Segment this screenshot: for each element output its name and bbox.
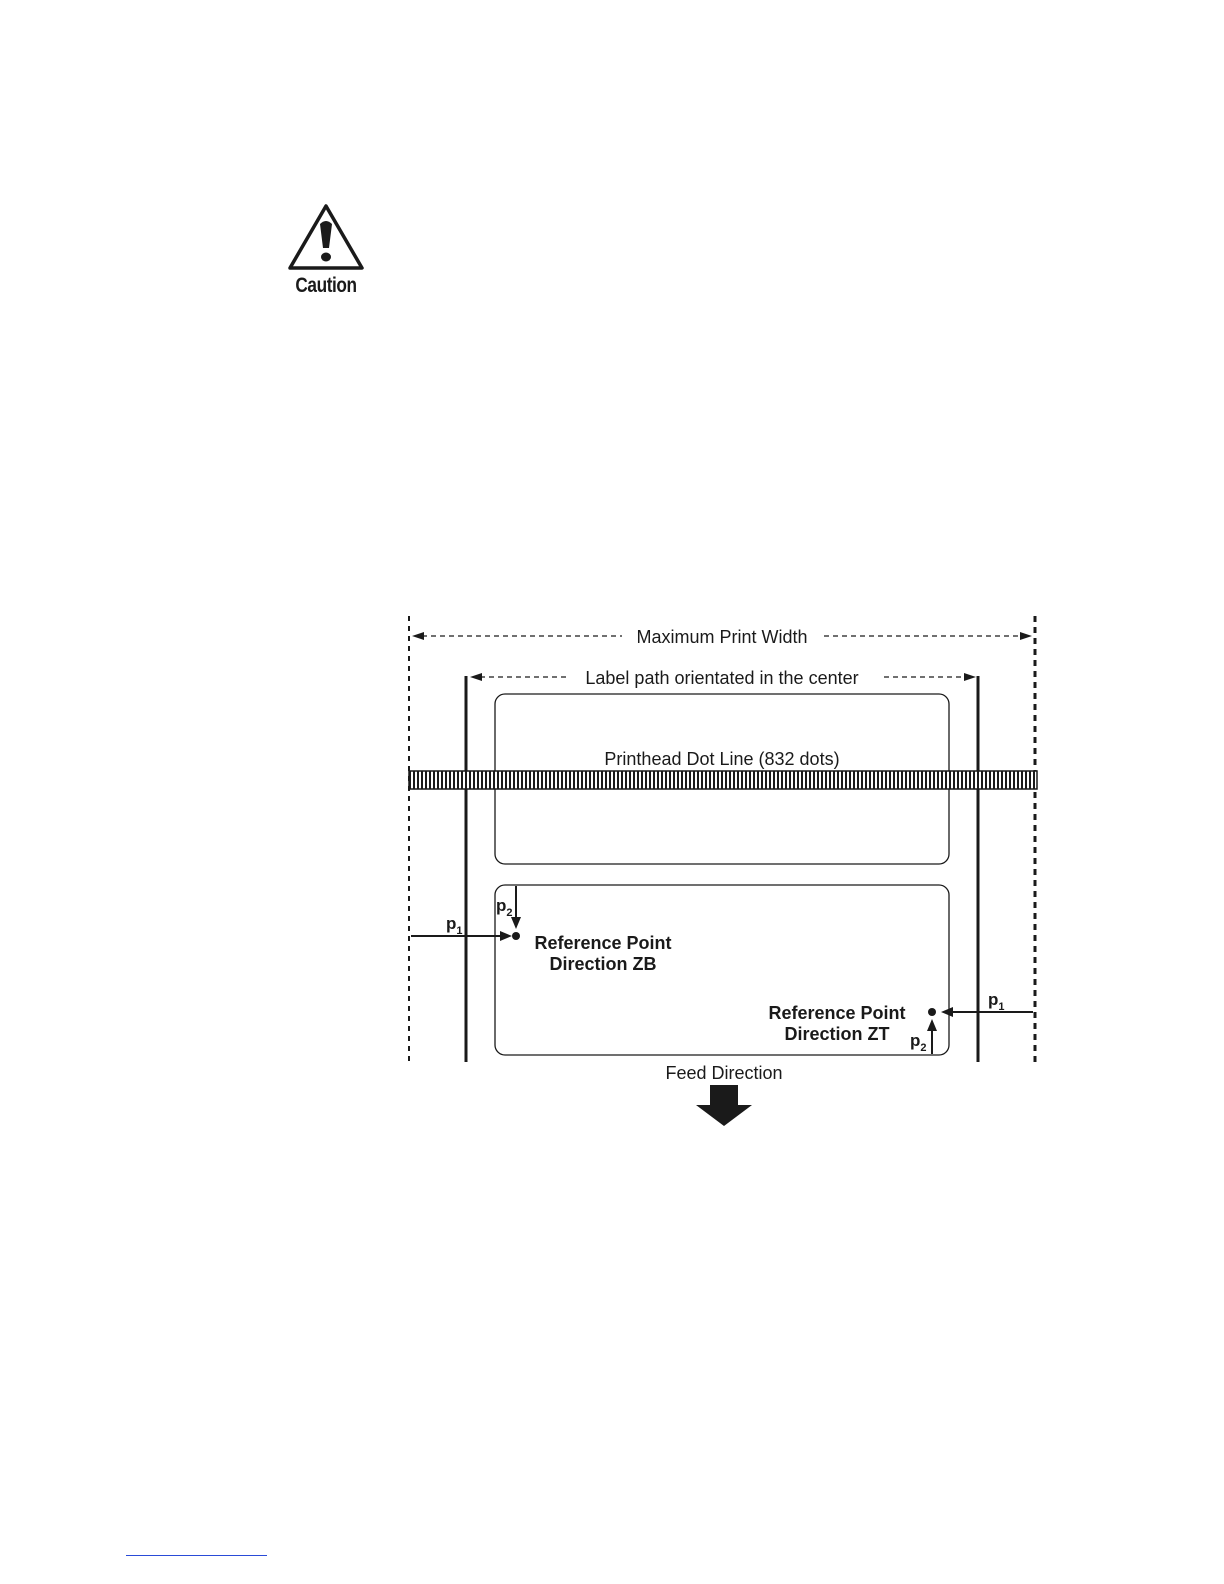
p1-left-label: $p_1$	[446, 914, 463, 937]
caution-label: Caution	[295, 274, 357, 297]
p1-right-label: $p_1$	[988, 990, 1005, 1013]
reference-point-zb-dot	[512, 932, 520, 940]
reference-point-zt-dot	[928, 1008, 936, 1016]
feed-direction-arrow-icon	[696, 1085, 752, 1126]
p1-right-arrow	[941, 1007, 1033, 1017]
max-print-width-label: Maximum Print Width	[636, 627, 808, 647]
p2-right-label: $p_2$	[910, 1031, 927, 1054]
reference-point-zt-line2: Direction ZT	[784, 1024, 890, 1044]
reference-point-zb-line1: Reference Point	[534, 933, 672, 953]
printhead-dot-line	[409, 771, 1037, 789]
p2-right-arrow	[927, 1019, 937, 1054]
footer-rule	[126, 1555, 267, 1556]
feed-direction-label: Feed Direction	[665, 1063, 783, 1083]
p2-left-label: $p_2$	[496, 896, 513, 919]
printhead-label: Printhead Dot Line (832 dots)	[604, 749, 840, 769]
reference-point-zb-line2: Direction ZB	[549, 954, 657, 974]
label-path-label: Label path orientated in the center	[585, 668, 859, 688]
reference-point-zt-line1: Reference Point	[768, 1003, 906, 1023]
